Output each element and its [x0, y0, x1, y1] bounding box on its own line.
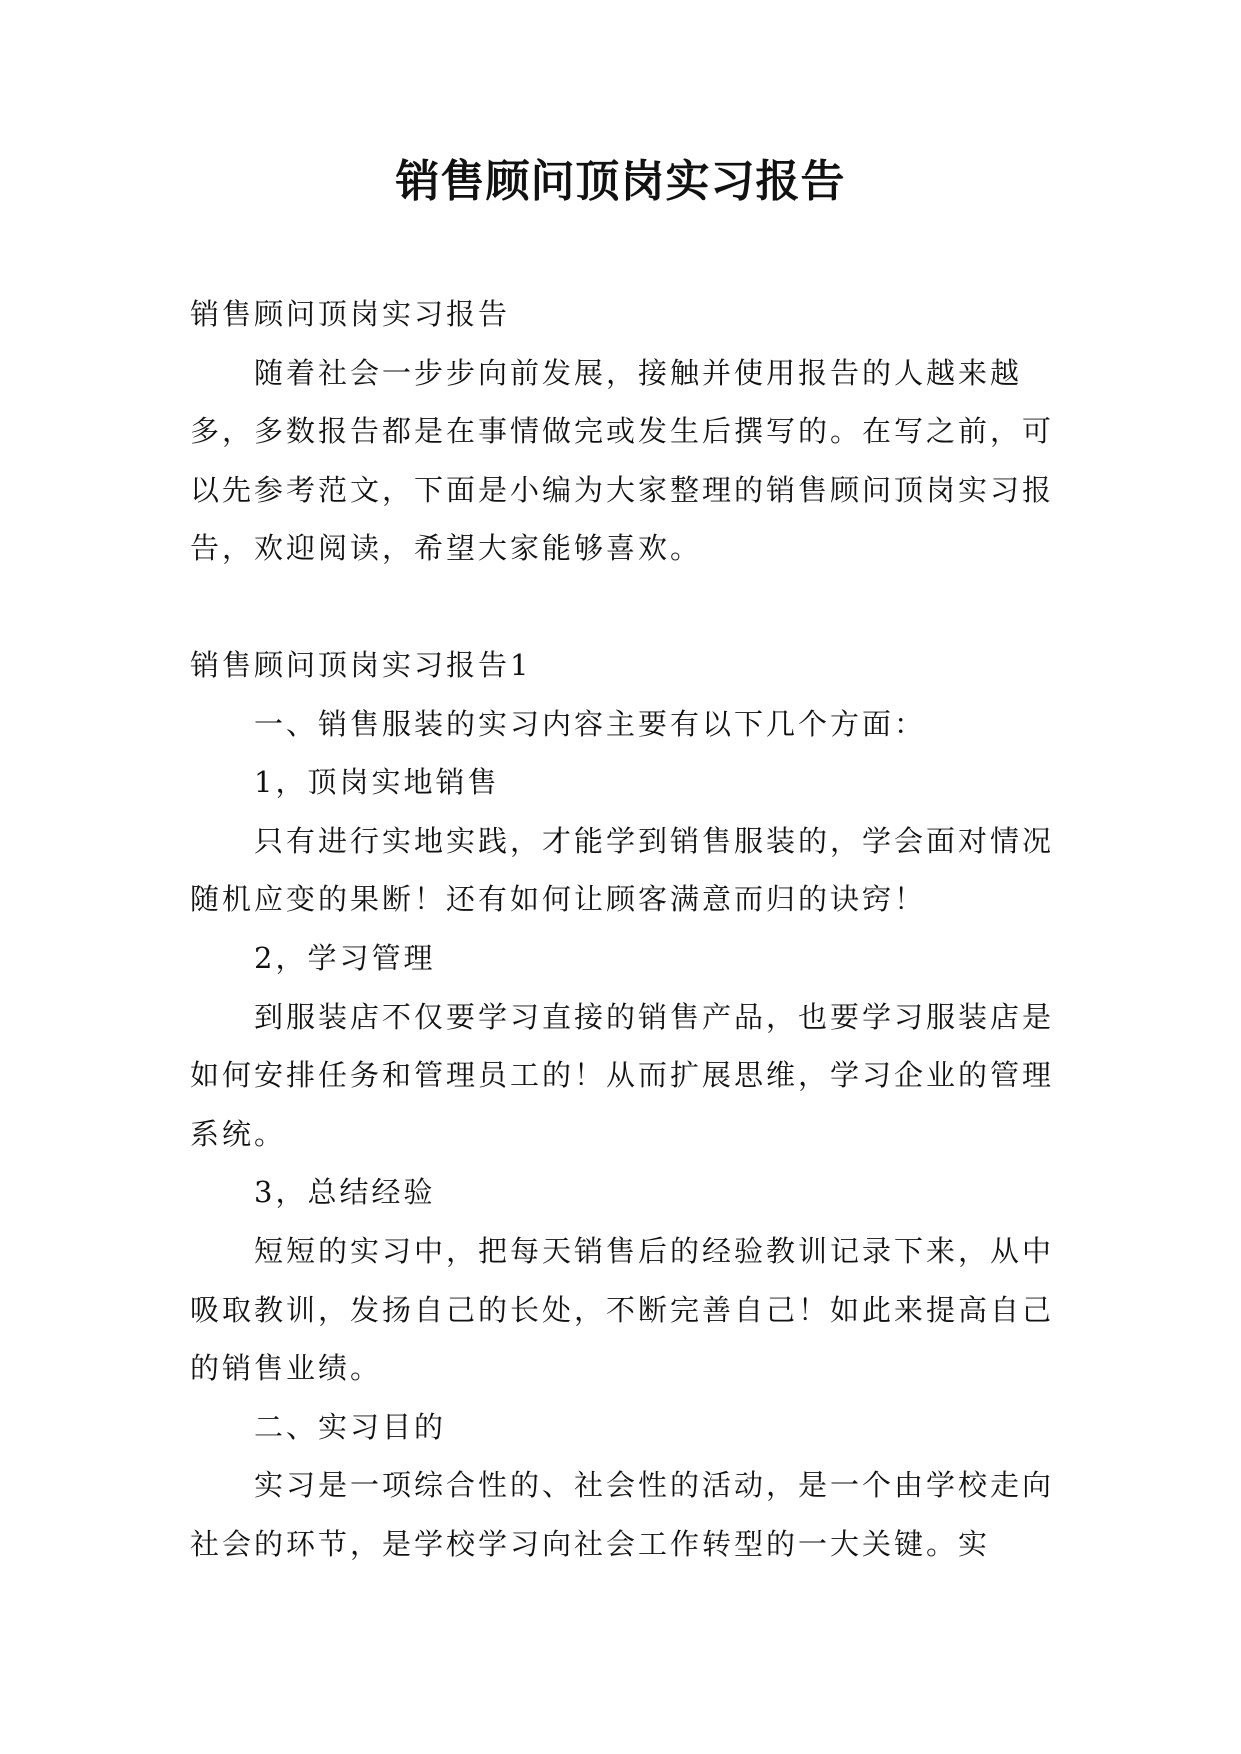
- list-item-heading: 3，总结经验: [254, 1175, 436, 1210]
- body-paragraph: 只有进行实地实践，才能学到销售服装的，学会面对情况随机应变的果断！还有如何让顾客满意而归的诀窍！: [190, 823, 1055, 917]
- section-heading: 销售顾问顶岗实习报告1: [190, 647, 532, 682]
- list-item-heading: 1，顶岗实地销售: [254, 765, 500, 800]
- body-paragraph: 短短的实习中，把每天销售后的经验教训记录下来，从中吸取教训，发扬自己的长处，不断完善自己！如此来提高自己的销售业绩。: [190, 1233, 1055, 1386]
- body-paragraph: 到服装店不仅要学习直接的销售产品，也要学习服装店是如何安排任务和管理员工的！从而扩展思维，学习企业的管理系统。: [190, 999, 1055, 1151]
- list-item-heading: 2，学习管理: [254, 940, 436, 975]
- body-paragraph: 实习是一项综合性的、社会性的活动，是一个由学校走向社会的环节，是学校学习向社会工作转型的一大关键。实: [190, 1468, 1055, 1561]
- section-subheading: 二、实习目的: [254, 1409, 447, 1444]
- list-heading: 一、销售服装的实习内容主要有以下几个方面：: [254, 706, 927, 741]
- intro-paragraph: 随着社会一步步向前发展，接触并使用报告的人越来越多，多数报告都是在事情做完或发生后撰写的。在写之前，可以先参考范文，下面是小编为大家整理的销售顾问顶岗实习报告，欢迎阅读，希望大家能够喜欢。: [190, 355, 1055, 566]
- subtitle-paragraph: 销售顾问顶岗实习报告: [190, 297, 511, 331]
- document-title: 销售顾问顶岗实习报告: [395, 156, 846, 207]
- document-body: [190, 285, 1060, 1573]
